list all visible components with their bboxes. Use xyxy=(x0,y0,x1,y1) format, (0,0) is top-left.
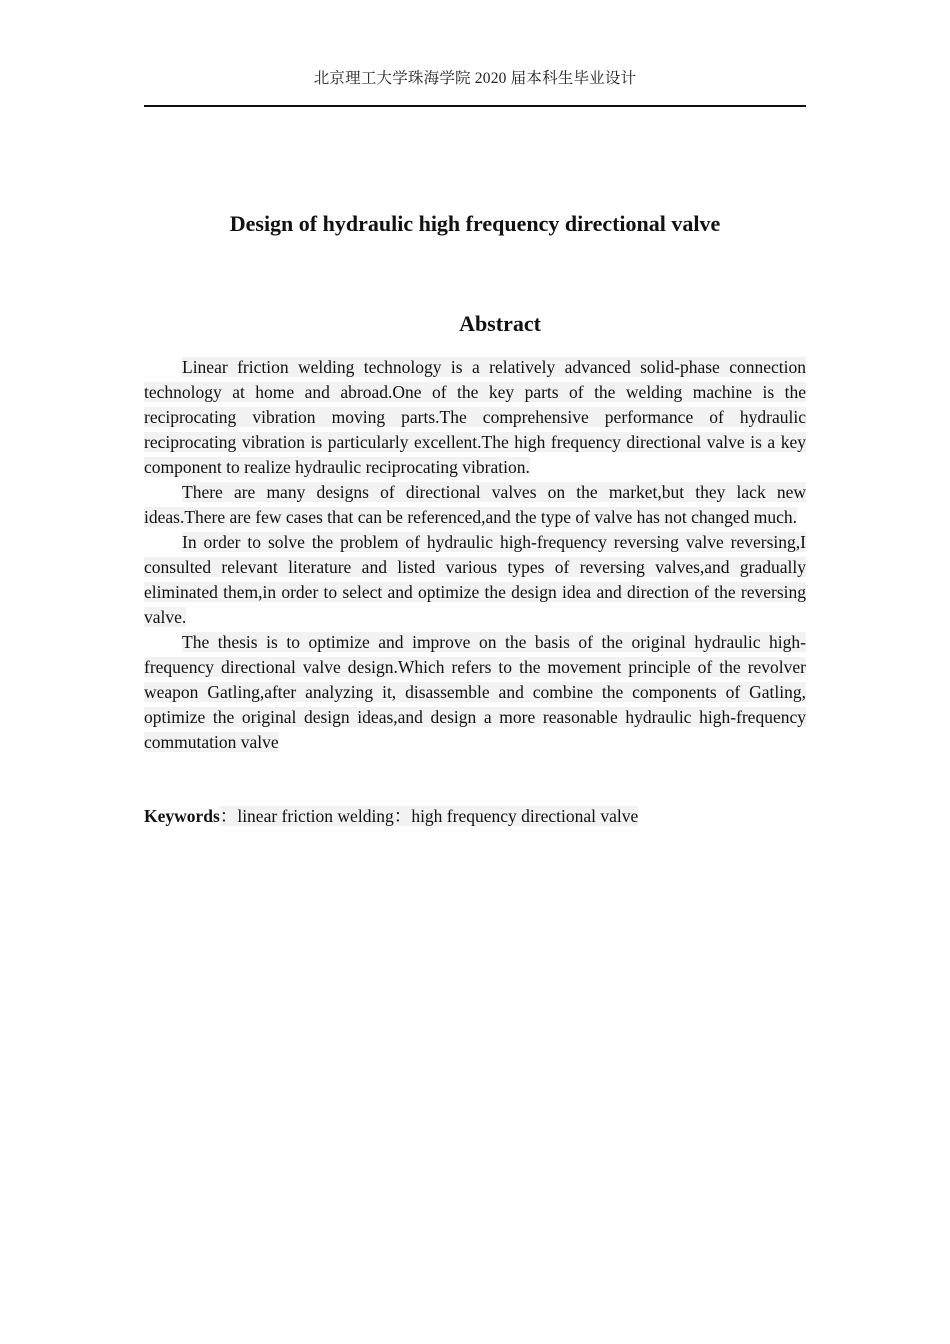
abstract-paragraph-text: The thesis is to optimize and improve on the basis of the original hydraulic high-frequency directional valve design.Which refers to the movement principle of the revolver weapon Gatling,after analyzing it, disassemble and combine the components of Gatling, optimize the original design ideas,and design a more reasonable hydraulic high-frequency commutation valve xyxy=(144,632,806,752)
abstract-paragraph-text: Linear friction welding technology is a relatively advanced solid-phase connection technology at home and abroad.One of the key parts of the welding machine is the reciprocating vibration moving parts.The comprehensive performance of hydraulic reciprocating vibration is particularly excellent.The high frequency directional valve is a key component to realize hydraulic reciprocating vibration. xyxy=(144,357,806,477)
running-header: 北京理工大学珠海学院 2020 届本科生毕业设计 xyxy=(313,70,637,87)
abstract-heading: Abstract xyxy=(459,311,541,336)
abstract-paragraph xyxy=(144,355,806,480)
keyword-item: high frequency directional valve xyxy=(411,806,639,826)
keywords-separator: ： xyxy=(393,806,412,826)
header-rule xyxy=(144,105,806,107)
abstract-paragraph xyxy=(144,480,806,530)
keyword-item: linear friction welding xyxy=(237,806,394,826)
keywords-separator: ： xyxy=(219,806,238,826)
abstract-paragraph-text: There are many designs of directional valves on the market,but they lack new ideas.There are few cases that can be referenced,and the type of valve has not changed much. xyxy=(144,482,806,527)
abstract-paragraph xyxy=(144,530,806,630)
abstract-paragraph xyxy=(144,630,806,755)
abstract-body xyxy=(144,355,806,755)
keywords-label: Keywords xyxy=(144,806,220,826)
keywords-line xyxy=(144,804,806,829)
abstract-paragraph-text: In order to solve the problem of hydraulic high-frequency reversing valve reversing,I consulted relevant literature and listed various types of reversing valves,and gradually eliminated them,in order to select and optimize the design idea and direction of the reversing valve. xyxy=(144,532,806,627)
thesis-title: Design of hydraulic high frequency directional valve xyxy=(229,211,721,236)
